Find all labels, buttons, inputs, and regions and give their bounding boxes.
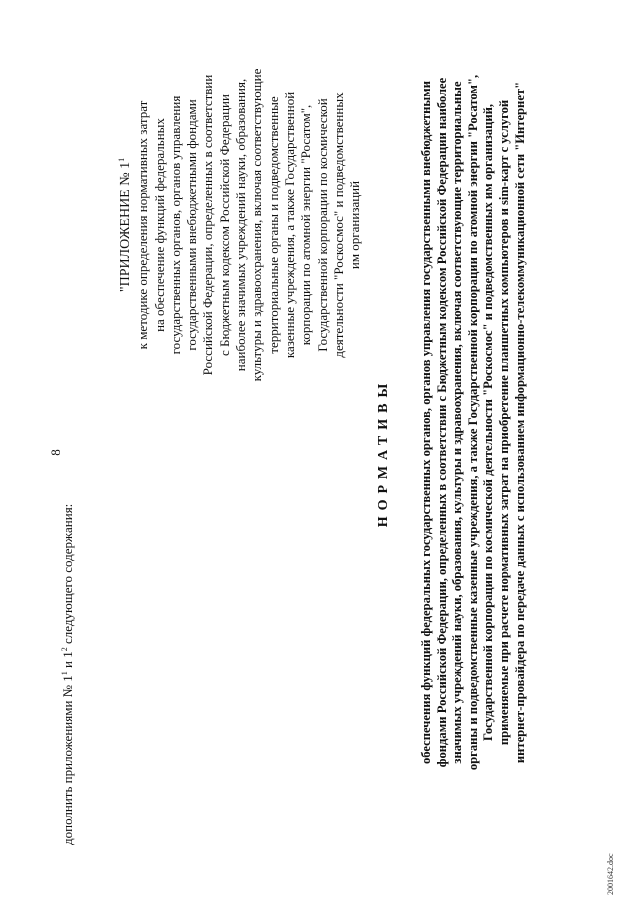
appendix-line: казенные учреждения, а также Государственной xyxy=(281,91,297,359)
intro-sentence xyxy=(60,504,76,845)
norms-line: Государственной корпорации по космической деятельности "Роскосмос" и подведомственных им организаций, xyxy=(481,104,496,742)
appendix-line: им организаций xyxy=(347,180,363,270)
appendix-line: на обеспечение функций федеральных xyxy=(151,118,167,332)
norms-line: фондами Российской Федерации, определенных в соответствии с Бюджетным кодексом Российской Федерации наиболее xyxy=(434,77,449,768)
appendix-line: корпорации по атомной энергии "Росатом", xyxy=(298,104,314,346)
norms-description xyxy=(419,0,528,845)
intro-text-after: следующего содержания: xyxy=(60,503,75,648)
intro-superscript-1: 1 xyxy=(60,671,69,676)
appendix-line: с Бюджетным кодексом Российской Федерации xyxy=(216,94,232,356)
norms-line: применяемые при расчете нормативных затрат на приобретение планшетных компьютеров и sim-карт с услугой xyxy=(496,99,511,746)
appendix-line: Государственной корпорации по космической xyxy=(314,98,330,352)
norms-line: интернет-провайдера по передаче данных с использованием информационно-телекоммуникационной сети "Интернет" xyxy=(512,81,527,764)
appendix-line: территориальные органы и подведомственные xyxy=(265,96,281,354)
intro-text-middle: и 1 xyxy=(60,651,75,672)
appendix-line: культуры и здравоохранения, включая соответствующие xyxy=(249,68,265,382)
appendix-line: деятельности "Роскосмос" и подведомственных xyxy=(330,92,346,358)
appendix-line: к методике определения нормативных затрат xyxy=(135,100,151,350)
page-number: 8 xyxy=(48,449,63,456)
norms-line: значимых учреждений науки, образования, культуры и здравоохранения, включая соответствующие территориальные xyxy=(450,81,465,764)
appendix-line: государственными внебюджетными фондами xyxy=(184,99,200,351)
appendix-title-superscript: 1 xyxy=(117,157,126,162)
document-code: 2001642.doc xyxy=(606,853,615,895)
appendix-line: Российской Федерации, определенных в соответствии xyxy=(200,74,216,376)
appendix-header xyxy=(118,25,363,425)
norms-line: обеспечения функций федеральных государственных органов, органов управления государственными внебюджетными xyxy=(419,80,433,765)
appendix-line: наиболее значимых учреждений науки, образования, xyxy=(233,78,249,372)
norms-line: органы и подведомственные казенные учреждения, а также Государственной корпорации по атомной энергии "Росатом", xyxy=(465,74,480,771)
intro-text-before: дополнить приложениями № 1 xyxy=(60,675,75,845)
appendix-title xyxy=(118,25,134,425)
intro-superscript-2: 2 xyxy=(60,647,69,652)
norms-heading: НОРМАТИВЫ xyxy=(376,377,391,528)
appendix-line: государственных органов, органов управления xyxy=(167,95,183,355)
appendix-title-text: "ПРИЛОЖЕНИЕ № 1 xyxy=(118,161,133,293)
